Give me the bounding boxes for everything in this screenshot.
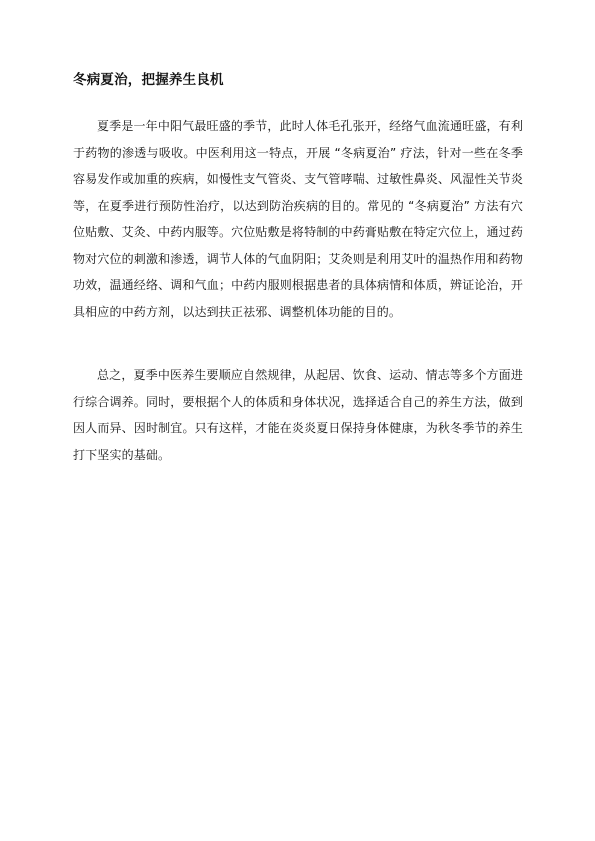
body-paragraph: 总之，夏季中医养生要顺应自然规律，从起居、饮食、运动、情志等多个方面进行综合调养。同时，要根据个人的体质和身体状况，选择适合自己的养生方法，做到因人而异、因时制宜。只有这样，才能在炎炎夏日保持身体健康，为秋冬季节的养生打下坚实的基础。 xyxy=(73,368,523,462)
document-title: 冬病夏治，把握养生良机 xyxy=(73,72,224,88)
body-paragraph: 夏季是一年中阳气最旺盛的季节，此时人体毛孔张开，经络气血流通旺盛，有利于药物的渗透与吸收。中医利用这一特点，开展 “冬病夏治” 疗法，针对一些在冬季容易发作或加重的疾病，如慢性支气管炎、支气管哮喘、过敏性鼻炎、风湿性关节炎等，在夏季进行预防性治疗，以达到防治疾病的目的。常见的 “冬病夏治” 方法有穴位贴敷、艾灸、中药内服等。穴位贴敷是将特制的中药膏贴敷在特定穴位上，通过药物对穴位的刺激和渗透，调节人体的气血阴阳；艾灸则是利用艾叶的温热作用和药物功效，温通经络、调和气血；中药内服则根据患者的具体病情和体质，辨证论治，开具相应的中药方剂，以达到扶正祛邪、调整机体功能的目的。 xyxy=(73,119,523,319)
